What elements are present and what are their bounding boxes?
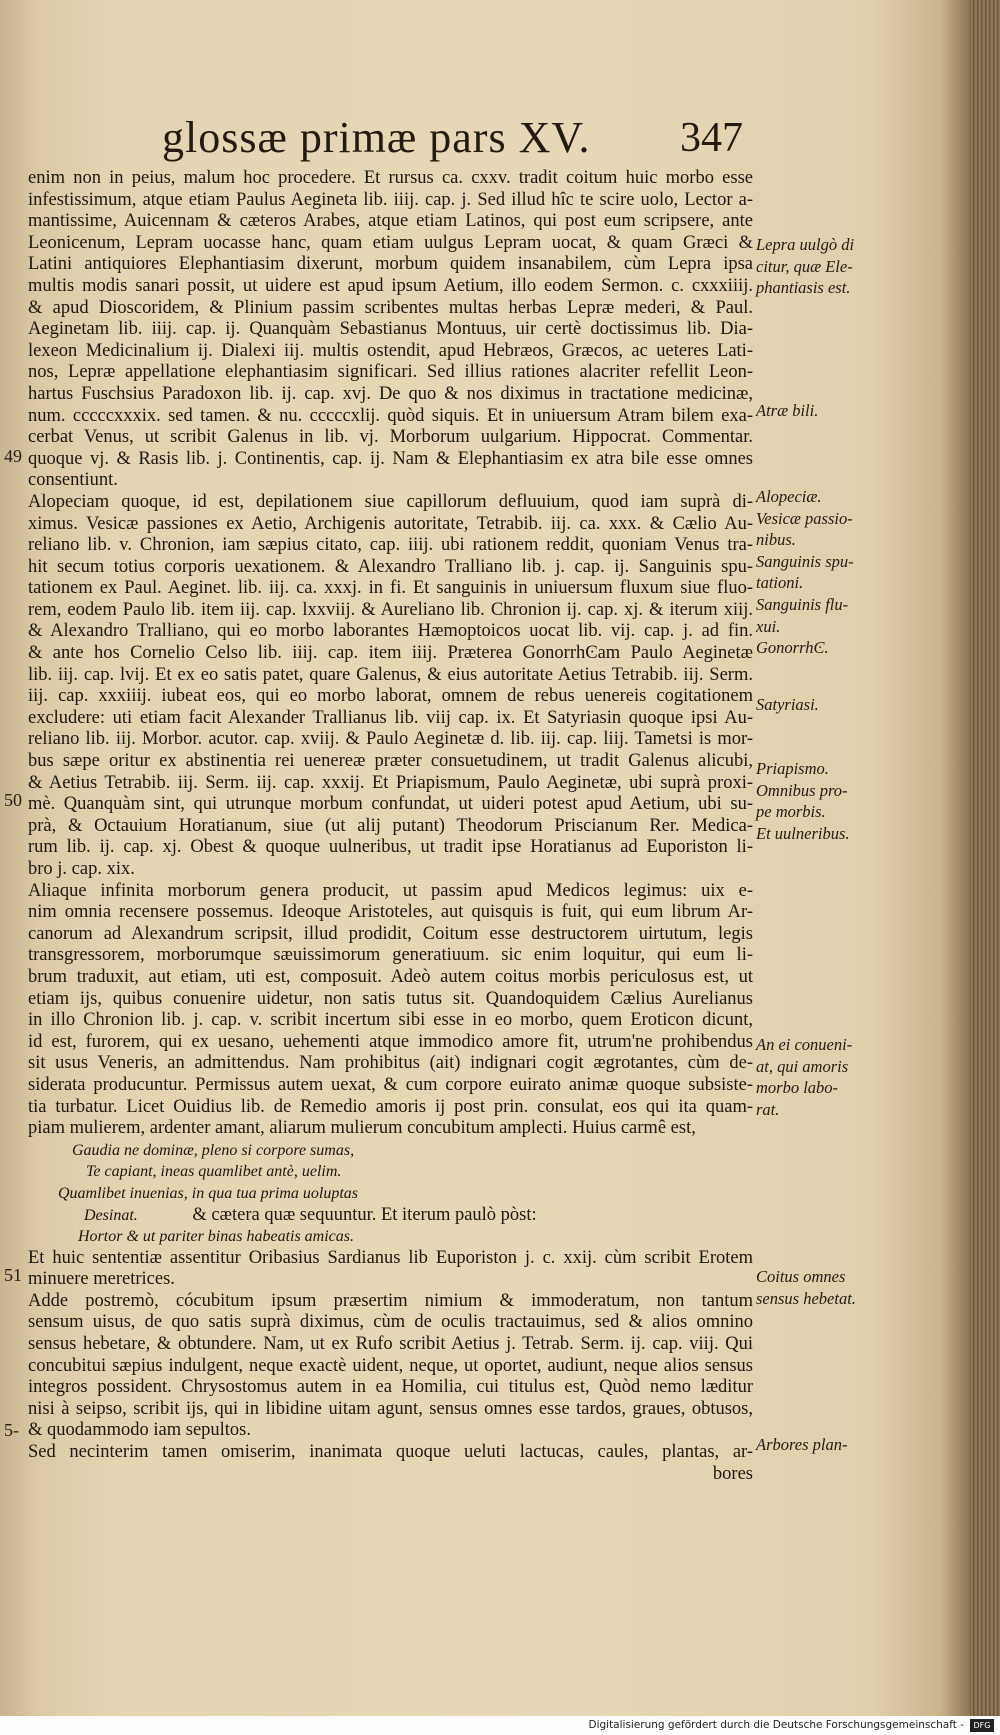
text-line: mè. Quanquàm sint, qui utrunque morbum confundat, ut uideri potest apud Aetium, ubi su-	[28, 794, 753, 815]
marginal-note-arbores	[756, 1434, 881, 1456]
page-number: 347	[680, 115, 743, 161]
marginal-line: Sanguinis spu-	[756, 551, 854, 571]
text-line: nos, Lepræ appellatione elephantiasim significari. Sed illius rationes alacriter refellit Leon-	[28, 362, 753, 383]
text-line: & Aetius Tetrabib. iij. Serm. iij. cap. xxxij. Et Priapismum, Paulo Aeginetæ, ubi suprà proxi-	[28, 772, 753, 793]
marginal-line: Et uulneribus.	[756, 823, 850, 843]
text-line: Sed necinterim tamen omiserim, inanimata quoque ueluti lactucas, caules, plantas, ar-	[28, 1442, 753, 1463]
text-line: canorum ad Alexandrum scripsit, illud prodidit, Coitum esse destructorem uirtutum, legis	[28, 923, 753, 944]
marginal-note-atra-bilis	[756, 400, 881, 422]
text-line: nim omnia recensere possemus. Ideoque Aristoteles, aut quisquis is fuit, qui eum librum Ar-	[28, 902, 753, 923]
marginal-line: tationi.	[756, 573, 804, 593]
text-line: nisi à seipso, scribit ijs, qui in libidine uitam agunt, sensus omnes esse tardos, graues, obtusos,	[28, 1398, 753, 1419]
text-line: reliano lib. iij. Morbor. acutor. cap. xviij. & Paulo Aeginetæ d. lib. iij. cap. liij. Tametsi is mor-	[28, 729, 753, 750]
marginal-line: at, qui amoris	[756, 1056, 849, 1076]
text-line: Adde postremò, cócubitum ipsum præsertim nimium & immoderatum, non tantum	[28, 1290, 753, 1311]
text-line: cerbat Venus, ut scribit Galenus in lib. vj. Morborum uulgarium. Hippocrat. Commentar.	[28, 427, 753, 448]
book-page-edge	[970, 0, 1000, 1735]
marginal-line: Atræ bili.	[756, 401, 819, 420]
marginal-line: GonorrhϾ.	[756, 638, 829, 658]
marginal-line: morbo labo-	[756, 1078, 839, 1098]
dfg-logo: DFG	[970, 1719, 994, 1732]
marginal-note-priapismus	[756, 758, 881, 844]
verse-line: Hortor & ut pariter binas habeatis amicas.	[78, 1228, 355, 1246]
main-text-block	[28, 168, 753, 1485]
text-line: sit usus Veneris, an admittendus. Nam prohibitus (ait) indignari cogit ægrotantes, cùm de-	[28, 1053, 753, 1074]
text-line: transgressorem, morborumque sæuissimorum generatiuum. sic enim loquitur, qui eum li-	[28, 945, 753, 966]
text-line: lib. iij. cap. lvij. Et ex eo satis patet, quare Galenus, & eius autoritate Aetius Tetrabib. iij. Serm.	[28, 664, 753, 685]
text-line: ximus. Vesicæ passiones ex Aetio, Archigenis autoritate, Tetrabib. iij. ca. xxx. & Cælio Au-	[28, 513, 753, 534]
text-line: consentiunt.	[28, 470, 118, 491]
marginal-line: Vesicæ passio-	[756, 508, 853, 528]
footer-credit: Digitalisierung gefördert durch die Deutsche Forschungsgemeinschaft -	[588, 1719, 964, 1731]
text-line: excludere: uti etiam facit Alexander Trallianus lib. viij cap. ix. Et Satyriasin quoque ipsi Au-	[28, 707, 753, 728]
marginal-line: rat.	[756, 1099, 780, 1119]
text-line: multis modis sanari possit, ut uidere est apud ipsum Aetium, illo eodem Sermon. c. cxxxiiij.	[28, 275, 753, 296]
marginal-line: nibus.	[756, 530, 796, 550]
text-line: & apud Dioscoridem, & Plinium passim scribentes multas herbas Lepræ mederi, & Paul.	[28, 297, 753, 318]
verse-line: Gaudia ne dominæ, pleno si corpore sumas,	[72, 1141, 355, 1159]
text-line: mantissime, Auicennam & cæteros Arabes, atque etiam Latinos, qui post eum scripsere, ante	[28, 211, 753, 232]
text-line: & quodammodo iam sepultos.	[28, 1420, 252, 1441]
text-line: num. cccccxxxix. sed tamen. & nu. cccccxlij. quòd siquis. Et in uniuersum Atram bilem exa-	[28, 405, 753, 426]
text-line: Aliaque infinita morborum genera producit, ut passim apud Medicos legimus: uix e-	[28, 880, 753, 901]
text-line: Et huic sententiæ assentitur Oribasius Sardianus lib Euporiston j. c. xxij. cùm scribit Erotem	[28, 1247, 753, 1268]
main-text-part-2	[28, 1248, 753, 1486]
verse-line: Quamlibet inuenias, in qua tua prima uoluptas	[58, 1184, 358, 1202]
text-line: iij. cap. xxxiiij. iubeat eos, qui eo morbo laborat, omnem de rebus uenereis cogitationem	[28, 686, 753, 707]
text-line: bores	[712, 1463, 753, 1484]
marginal-note-sensus	[756, 1266, 881, 1309]
text-line: Latini antiquiores Elephantiasim dixerunt, morbum quidem insanabilem, cùm Lepra ipsa	[28, 254, 753, 275]
text-line: Leonicenum, Lepram uocasse hanc, quam etiam uulgus Lepram uocat, & quam Græci &	[28, 232, 753, 253]
text-line: reliano lib. v. Chronion, iam sæpius citato, cap. iiij. ubi rationem reddit, quoniam Venus tra-	[28, 535, 753, 556]
text-line: Aeginetam lib. iiij. cap. ij. Quanquàm Sebastianus Montuus, uir certè doctissimus lib. Dia-	[28, 319, 753, 340]
text-line: id est, furorem, qui ex uesano, uehementi atque immodico amore fit, utrum'ne prohibendus	[28, 1031, 753, 1052]
marginal-line: citur, quæ Ele-	[756, 256, 853, 276]
page-header	[0, 112, 970, 172]
marginal-line: Omnibus pro-	[756, 780, 848, 800]
verse-line: Te capiant, ineas quamlibet antè, uelim.	[86, 1163, 342, 1181]
marginal-line: phantiasis est.	[756, 278, 851, 298]
digitization-footer	[0, 1716, 1000, 1735]
marginal-line: Sanguinis flu-	[756, 594, 849, 614]
marginal-line: Priapismo.	[756, 759, 829, 778]
text-line: Alopeciam quoque, id est, depilationem siue capillorum defluuium, quod iam suprà di-	[28, 491, 753, 512]
marginal-note-amoris-morbus	[756, 1034, 881, 1120]
marginal-note-satyriasis	[756, 694, 881, 716]
paragraph-number: 50	[4, 790, 22, 810]
marginal-line: An ei conueni-	[756, 1035, 853, 1054]
text-line: tia turbatur. Licet Ouidius lib. de Remedio amoris ij post prin. consulat, eos qui ita quam-	[28, 1096, 753, 1117]
text-line: in illo Chronion lib. j. cap. v. scribit incertum sibi esse in eo morbo, quem Eroticon dicunt,	[28, 1010, 753, 1031]
marginal-line: Lepra uulgò di	[756, 235, 855, 254]
text-line: hit secum totius corporis uexationem. & Alexandro Tralliano lib. j. cap. ij. Sanguinis spu-	[28, 556, 753, 577]
text-line: siderata producuntur. Permissus autem uexat, & cum corpore euirato animæ quoque subsiste-	[28, 1074, 753, 1095]
text-line: tationem ex Paul. Aeginet. lib. iij. ca. xxxj. in fi. Et sanguinis in uniuersum fluxum siue fluo-	[28, 578, 753, 599]
marginal-note-alopecia	[756, 486, 881, 659]
paragraph-number: 5-	[4, 1420, 19, 1440]
marginal-line: xui.	[756, 616, 781, 636]
marginal-line: Arbores plan-	[756, 1435, 848, 1454]
verse-fragment: Desinat.	[84, 1206, 138, 1224]
text-line: infestissimum, atque etiam Paulus Aegineta lib. iiij. cap. j. Sed illud hîc te scire uolo, Lector a-	[28, 189, 753, 210]
verse-line-mixed	[28, 1205, 753, 1227]
text-line: rum lib. ij. cap. xj. Obest & quoque uulneribus, ut tradit ipse Horatianus ad Euporiston li-	[28, 837, 753, 858]
text-line: quoque vj. & Rasis lib. j. Continentis, cap. ij. Nam & Elephantiasim ex atra bile esse omnes	[28, 448, 753, 469]
main-text-part-1	[28, 168, 753, 1140]
paragraph-number: 51	[4, 1265, 22, 1285]
text-line: rem, eodem Paulo lib. item iij. cap. lxxviij. & Aureliano lib. Chronion ij. cap. xj. & iterum xiij.	[28, 599, 753, 620]
text-line: sensum uisus, de quo satis suprà diximus, cùm de oculis tractauimus, sed & alios omnino	[28, 1312, 753, 1333]
marginal-line: sensus hebetat.	[756, 1288, 856, 1308]
text-line: concubitui sæpius indulgent, neque exactè uident, neque, ut oportet, audiunt, neque alios sensus	[28, 1355, 753, 1376]
text-line: etiam ijs, quibus conuenire uidetur, non satis tutus sit. Quandoquidem Cælius Aurelianus	[28, 988, 753, 1009]
text-line: brum traduxit, aut etiam, uti est, composuit. Adeò autem coitus morbis periculosus est, ut	[28, 966, 753, 987]
text-line: bus sæpe oritur ex abstinentia rei uenereæ præter consuetudinem, ut tradit Galenus alicubi,	[28, 751, 753, 772]
text-line: hartus Fuschsius Paradoxon lib. ij. cap. xvj. De quo & nos diximus in tractatione medicinæ,	[28, 383, 753, 404]
text-line: prà, & Octauium Horatianum, siue (ut alij putant) Theodorum Priscianum Rer. Medica-	[28, 815, 753, 836]
text-line: enim non in peius, malum hoc procedere. Et rursus ca. cxxv. tradit coitum huic morbo esse	[28, 168, 753, 188]
text-line: & ante hos Cornelio Celso lib. iiij. cap. item iiij. Præterea GonorrhϾam Paulo Aeginetæ	[28, 643, 753, 664]
text-line: sensus hebetare, & obtundere. Nam, ut ex Rufo scribit Aetius j. Tetrab. Serm. ij. cap. viij. Qui	[28, 1334, 753, 1355]
marginal-line: Satyriasi.	[756, 695, 819, 714]
marginal-line: Alopeciæ.	[756, 487, 822, 506]
text-line: lexeon Medicinalium ij. Dialexi iij. multis ostendit, apud Hebræos, Græcos, ac ueteres Lati-	[28, 340, 753, 361]
marginal-line: pe morbis.	[756, 802, 826, 822]
running-title: glossæ primæ pars XV.	[162, 113, 591, 162]
text-line: integros possident. Chrysostomus autem in ea Homilia, cui titulus est, Quòd nemo læditur	[28, 1377, 753, 1398]
marginal-note-lepra	[756, 234, 881, 299]
text-line: minuere meretrices.	[28, 1269, 175, 1290]
text-line: piam mulierem, ardenter amant, aliarum mulierum concubitum amplecti. Huius carmê est,	[28, 1118, 696, 1139]
marginal-line: Coitus omnes	[756, 1267, 846, 1286]
verse-continuation: & cætera quæ sequuntur. Et iterum paulò pòst:	[192, 1204, 537, 1225]
text-line: bro j. cap. xix.	[28, 859, 135, 879]
ovid-verse-quote	[28, 1140, 753, 1248]
paragraph-number: 49	[4, 446, 22, 466]
text-line: & Alexandro Tralliano, qui eo morbo laborantes Hæmoptoicos uocat lib. vij. cap. j. ad fin.	[28, 621, 753, 642]
